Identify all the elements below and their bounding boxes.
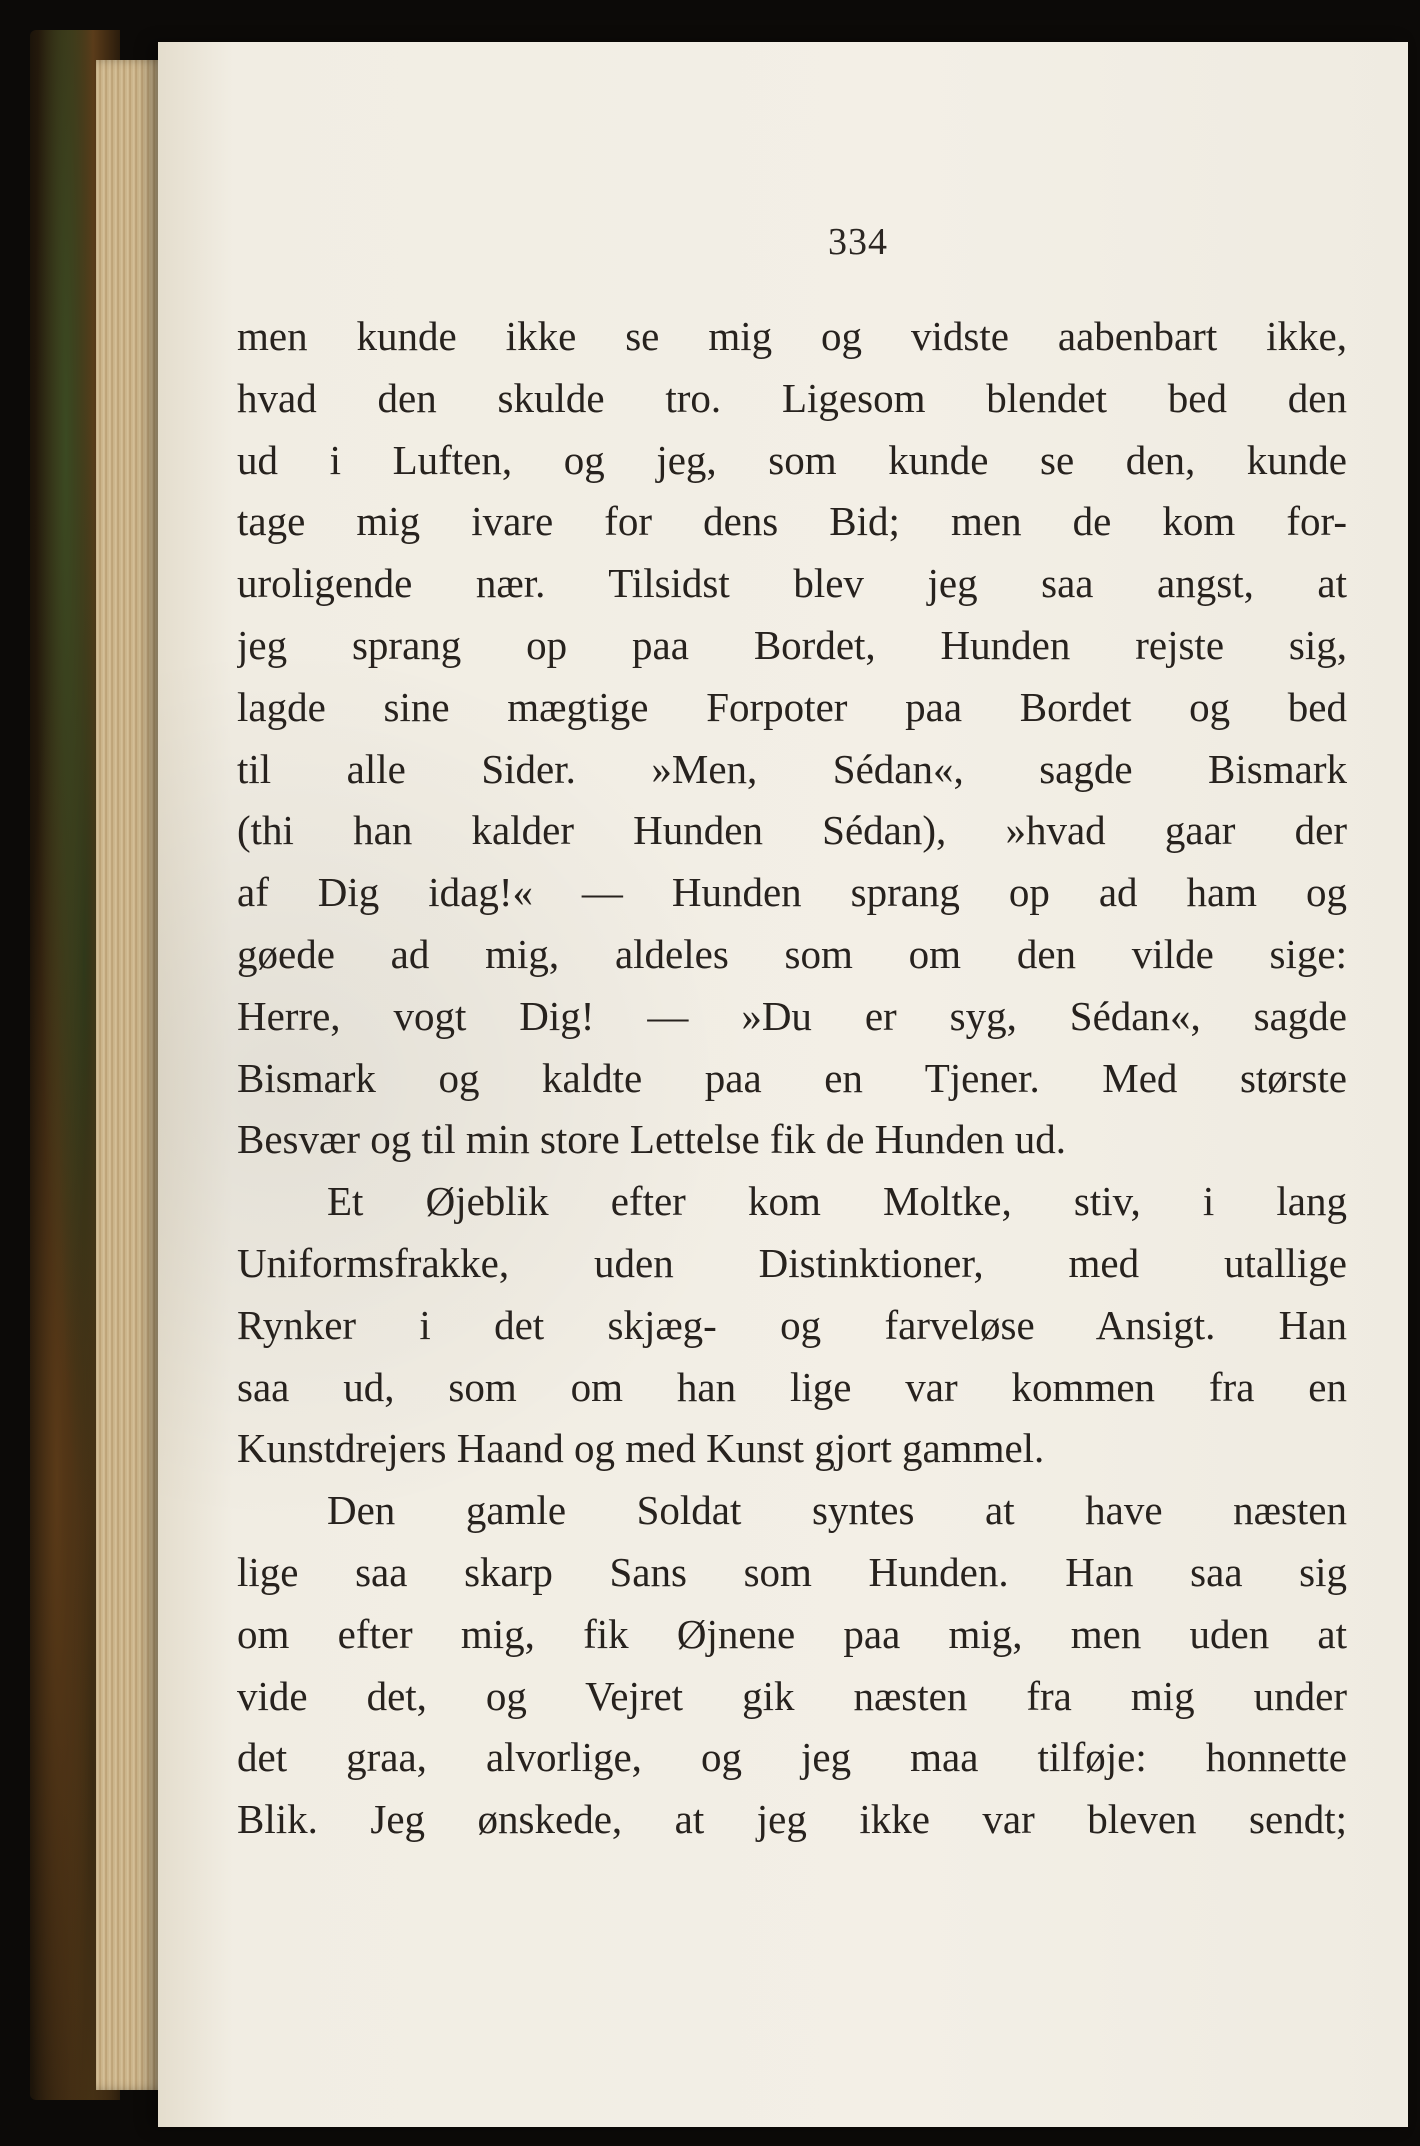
body-text [237,306,1347,1851]
text-line-24: det graa, alvorlige, og jeg maa tilføje: honnette [237,1734,1347,1781]
text-line-4: tage mig ivare for dens Bid; men de kom for- [237,498,1347,545]
text-line-6: jeg sprang op paa Bordet, Hunden rejste sig, [237,621,1347,668]
page-number: 334 [828,221,888,263]
text-line-19: Kunstdrejers Haand og med Kunst gjort gammel. [237,1425,1045,1472]
text-line-23: vide det, og Vejret gik næsten fra mig under [237,1672,1347,1719]
text-line-7: lagde sine mægtige Forpoter paa Bordet og bed [237,683,1347,730]
text-line-14: Besvær og til min store Lettelse fik de Hunden ud. [237,1116,1066,1163]
text-line-21: lige saa skarp Sans som Hunden. Han saa sig [237,1548,1347,1595]
text-line-15: Et Øjeblik efter kom Moltke, stiv, i lang [327,1178,1347,1225]
text-line-5: uroligende nær. Tilsidst blev jeg saa angst, at [237,560,1347,607]
text-line-12: Herre, vogt Dig! — »Du er syg, Sédan«, sagde [237,992,1347,1039]
text-line-17: Rynker i det skjæg- og farveløse Ansigt. Han [237,1301,1347,1348]
text-line-18: saa ud, som om han lige var kommen fra en [237,1363,1347,1410]
page-edges [96,60,166,2090]
text-line-8: til alle Sider. »Men, Sédan«, sagde Bismark [237,745,1347,792]
text-line-16: Uniformsfrakke, uden Distinktioner, med utallige [237,1239,1347,1286]
text-line-3: ud i Luften, og jeg, som kunde se den, kunde [237,436,1347,483]
text-line-22: om efter mig, fik Øjnene paa mig, men uden at [237,1610,1347,1657]
text-line-1: men kunde ikke se mig og vidste aabenbart ikke, [237,313,1347,359]
text-line-11: gøede ad mig, aldeles som om den vilde sige: [237,930,1347,977]
text-line-20: Den gamle Soldat syntes at have næsten [327,1487,1347,1534]
text-line-25: Blik. Jeg ønskede, at jeg ikke var bleven sendt; [237,1796,1347,1843]
text-line-9: (thi han kalder Hunden Sédan), »hvad gaar der [237,807,1347,854]
text-line-10: af Dig idag!« — Hunden sprang op ad ham og [237,869,1347,916]
text-line-2: hvad den skulde tro. Ligesom blendet bed den [237,374,1347,421]
text-line-13: Bismark og kaldte paa en Tjener. Med største [237,1054,1347,1101]
